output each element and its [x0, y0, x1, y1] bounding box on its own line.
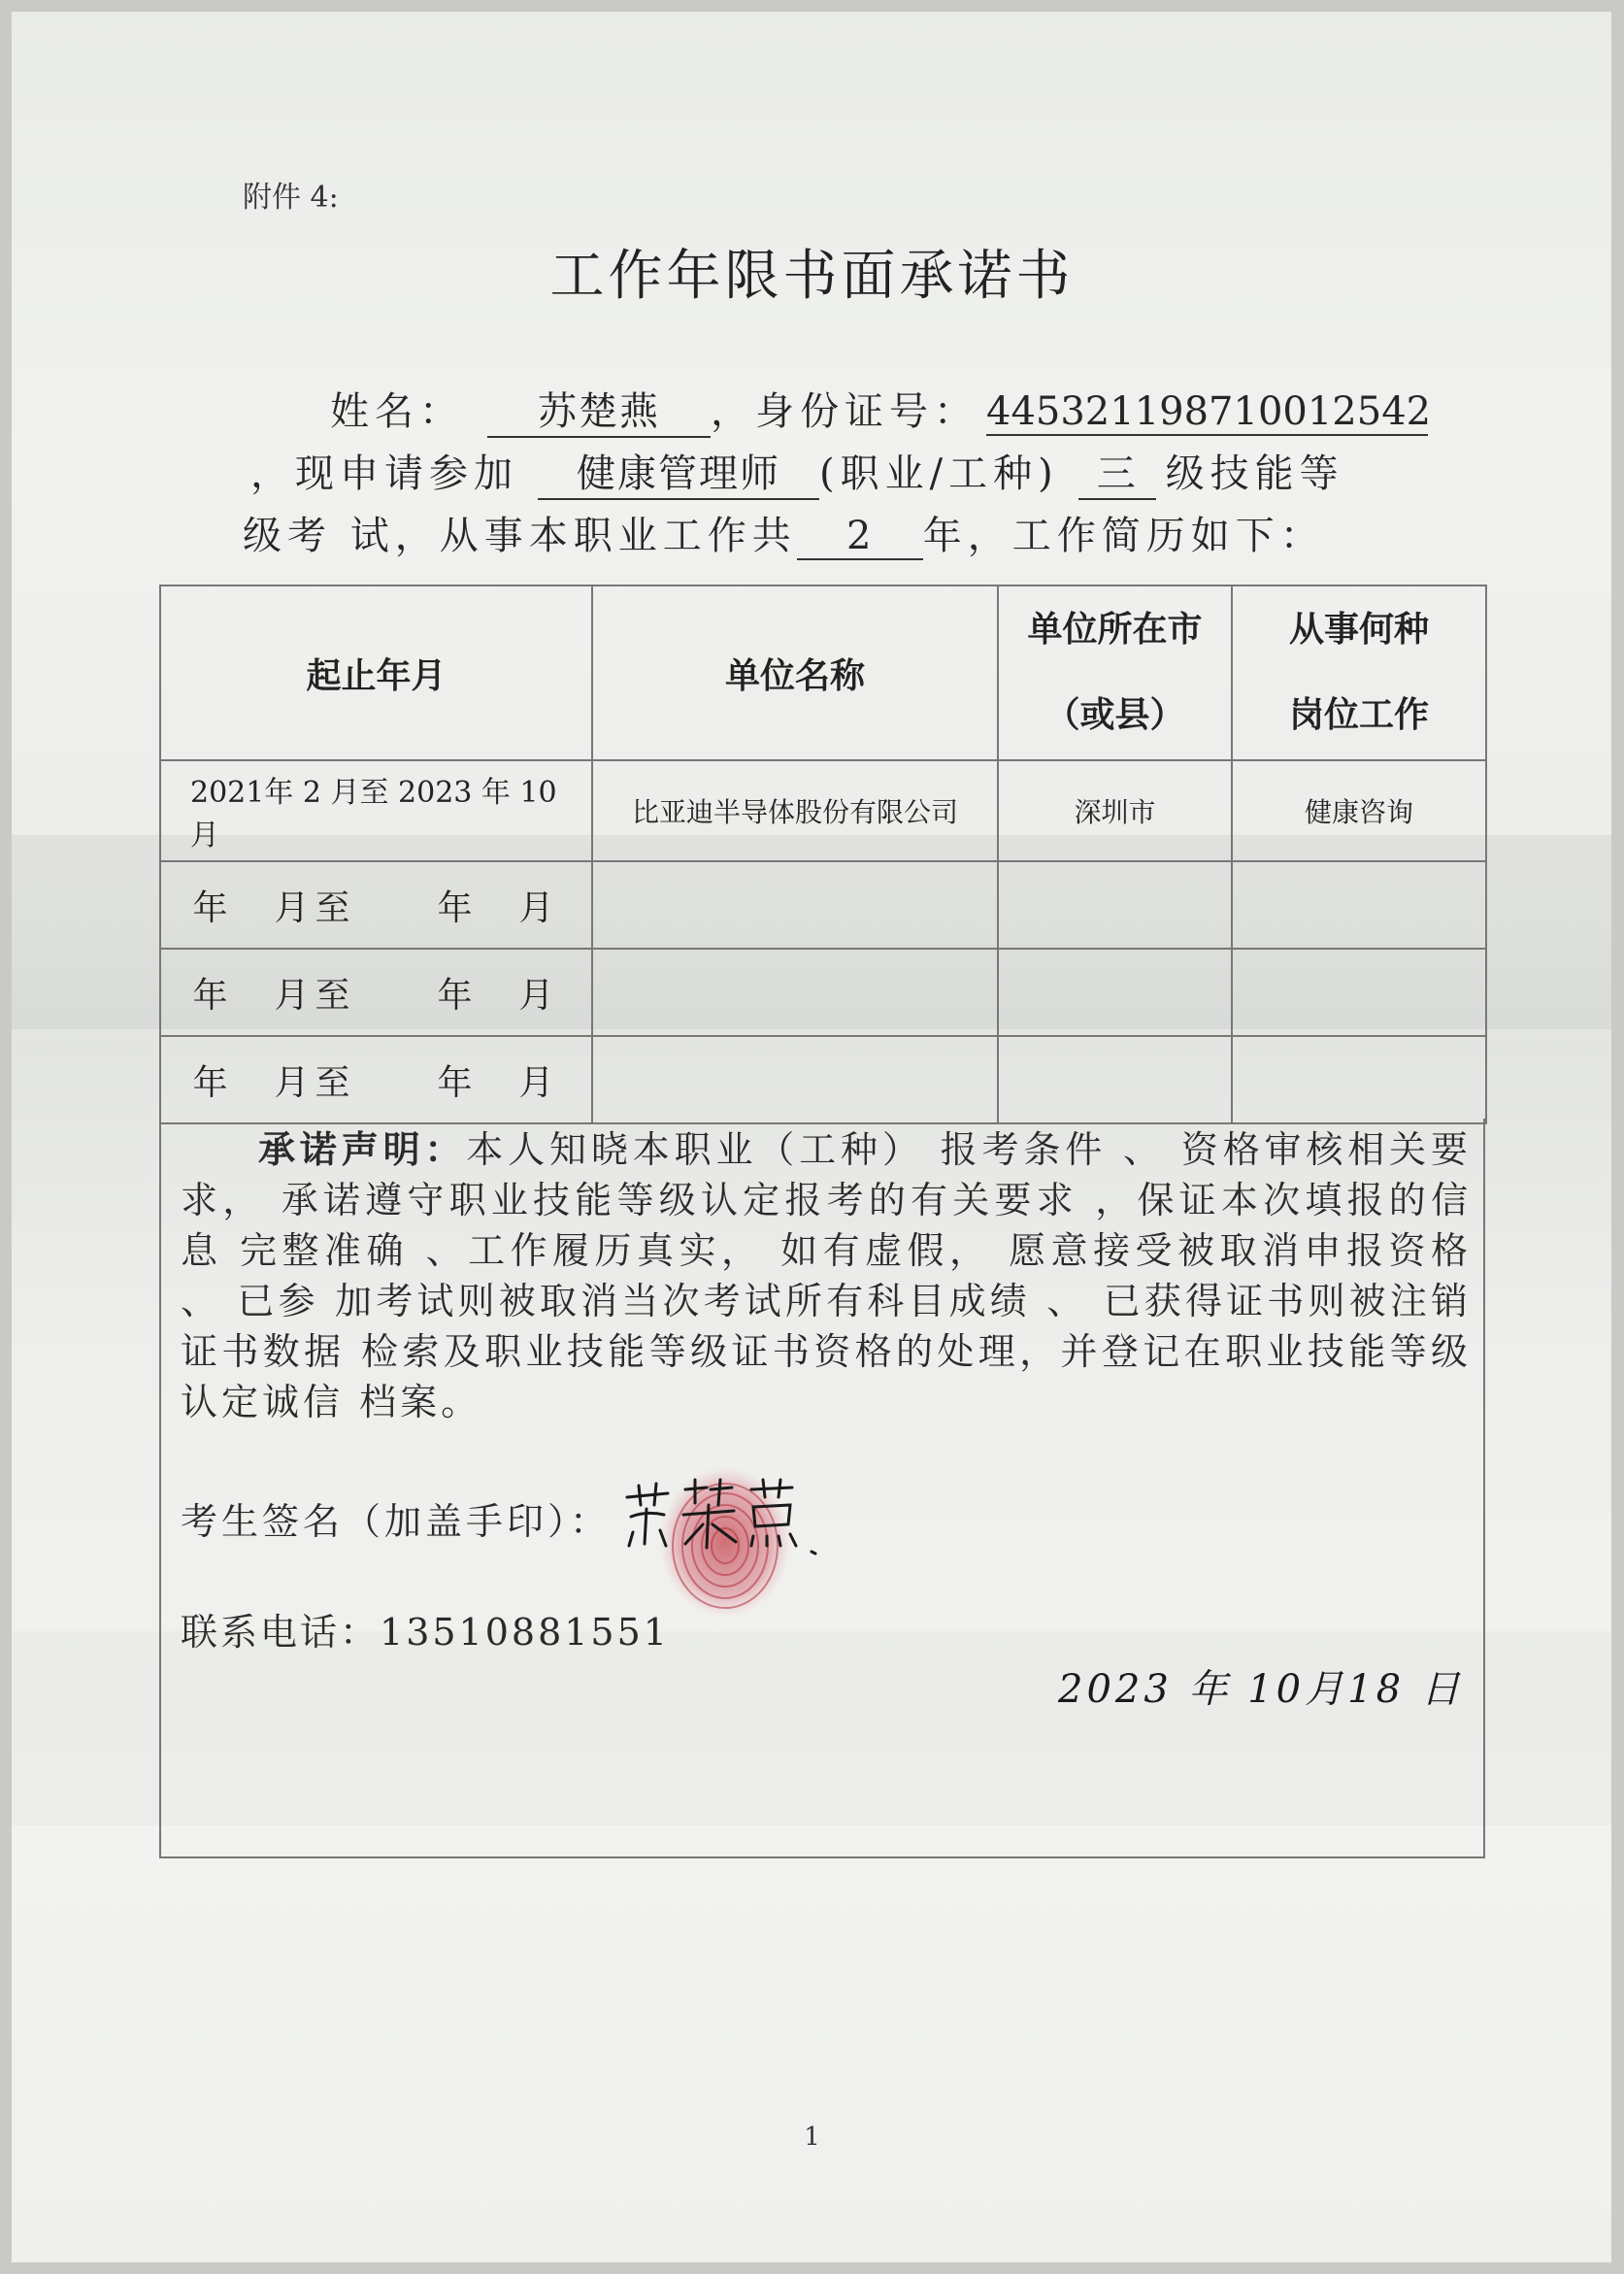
intro-line-1: [330, 381, 1432, 438]
contact-phone: [181, 1602, 670, 1655]
intro-line-3: [243, 505, 1325, 560]
position-cell: [1232, 949, 1486, 1036]
intro-line-2: [250, 443, 1344, 500]
line3-prefix: 级考 试，从事本职业工作共: [243, 514, 797, 558]
table-row: [160, 760, 1486, 861]
level-field: 三: [1078, 443, 1156, 500]
pledge-statement: [181, 1124, 1472, 1427]
table-header-row: [160, 585, 1486, 760]
line3-suffix: 年，工作简历如下：: [922, 514, 1325, 558]
header-city: [998, 585, 1232, 760]
header-position: [1232, 585, 1486, 760]
header-position-line1: 从事何种: [1288, 610, 1429, 650]
header-position-line2: 岗位工作: [1288, 695, 1429, 735]
position-cell: 健康咨询: [1232, 760, 1486, 861]
header-city-line1: 单位所在市: [1027, 610, 1203, 650]
header-company: 单位名称: [592, 585, 998, 760]
pledge-label: 承诺声明：: [258, 1128, 467, 1171]
city-cell: [998, 1036, 1232, 1123]
handwritten-signature: [617, 1476, 831, 1563]
signature-label: 考生签名（加盖手印）：: [181, 1500, 612, 1543]
period-cell: 年 月至 年 月: [160, 861, 592, 949]
header-period: 起止年月: [160, 585, 592, 760]
pledge-text: 本人知晓本职业（工种） 报考条件 、 资格审核相关要 求， 承诺遵守职业技能等级认定报考的有关要求 ，保证本次填报的信息 完整准确 、工作履历真实， 如有虚假， 愿意接受被取消申报资格 、 已参 加考试则被取消当次考试所有科目成绩 、 已获得证书则被注销证书数据 检索及职业技能等级证书资格的处理，并登记在职业技能等级认定诚信 档案。: [181, 1128, 1472, 1423]
level-suffix: 级技能等: [1165, 451, 1344, 496]
name-field: 苏楚燕: [487, 381, 711, 438]
page-number: 1: [804, 2123, 820, 2152]
company-cell: [592, 949, 998, 1036]
occupation-suffix: (职业/工种): [819, 451, 1059, 496]
years-field: 2: [797, 514, 923, 560]
position-cell: [1232, 861, 1486, 949]
header-city-line2: （或县）: [1044, 695, 1185, 735]
attachment-label: 附件 4:: [243, 181, 339, 215]
table-row: [160, 861, 1486, 949]
position-cell: [1232, 1036, 1486, 1123]
phone-label: 联系电话：: [181, 1611, 381, 1654]
table-row: [160, 949, 1486, 1036]
city-cell: [998, 861, 1232, 949]
period-cell: 2021年 2 月至 2023 年 10 月: [160, 760, 592, 861]
work-history-table: [159, 585, 1487, 1124]
signature-date: 2023 年 10月18 日: [1058, 1667, 1464, 1712]
phone-number: 13510881551: [380, 1611, 670, 1654]
id-label: ，身份证号：: [711, 389, 978, 434]
apply-prefix: ，现申请参加: [250, 451, 518, 496]
occupation-field: 健康管理师: [538, 443, 819, 500]
company-cell: [592, 861, 998, 949]
id-number-field: 445321198710012542: [986, 389, 1432, 434]
city-cell: [998, 949, 1232, 1036]
company-cell: [592, 1036, 998, 1123]
table-row: [160, 1036, 1486, 1123]
company-cell: 比亚迪半导体股份有限公司: [592, 760, 998, 861]
period-cell: 年 月至 年 月: [160, 949, 592, 1036]
name-label: 姓名：: [330, 389, 464, 434]
document-title: 工作年限书面承诺书: [549, 245, 1075, 308]
period-cell: 年 月至 年 月: [160, 1036, 592, 1123]
city-cell: 深圳市: [998, 760, 1232, 861]
